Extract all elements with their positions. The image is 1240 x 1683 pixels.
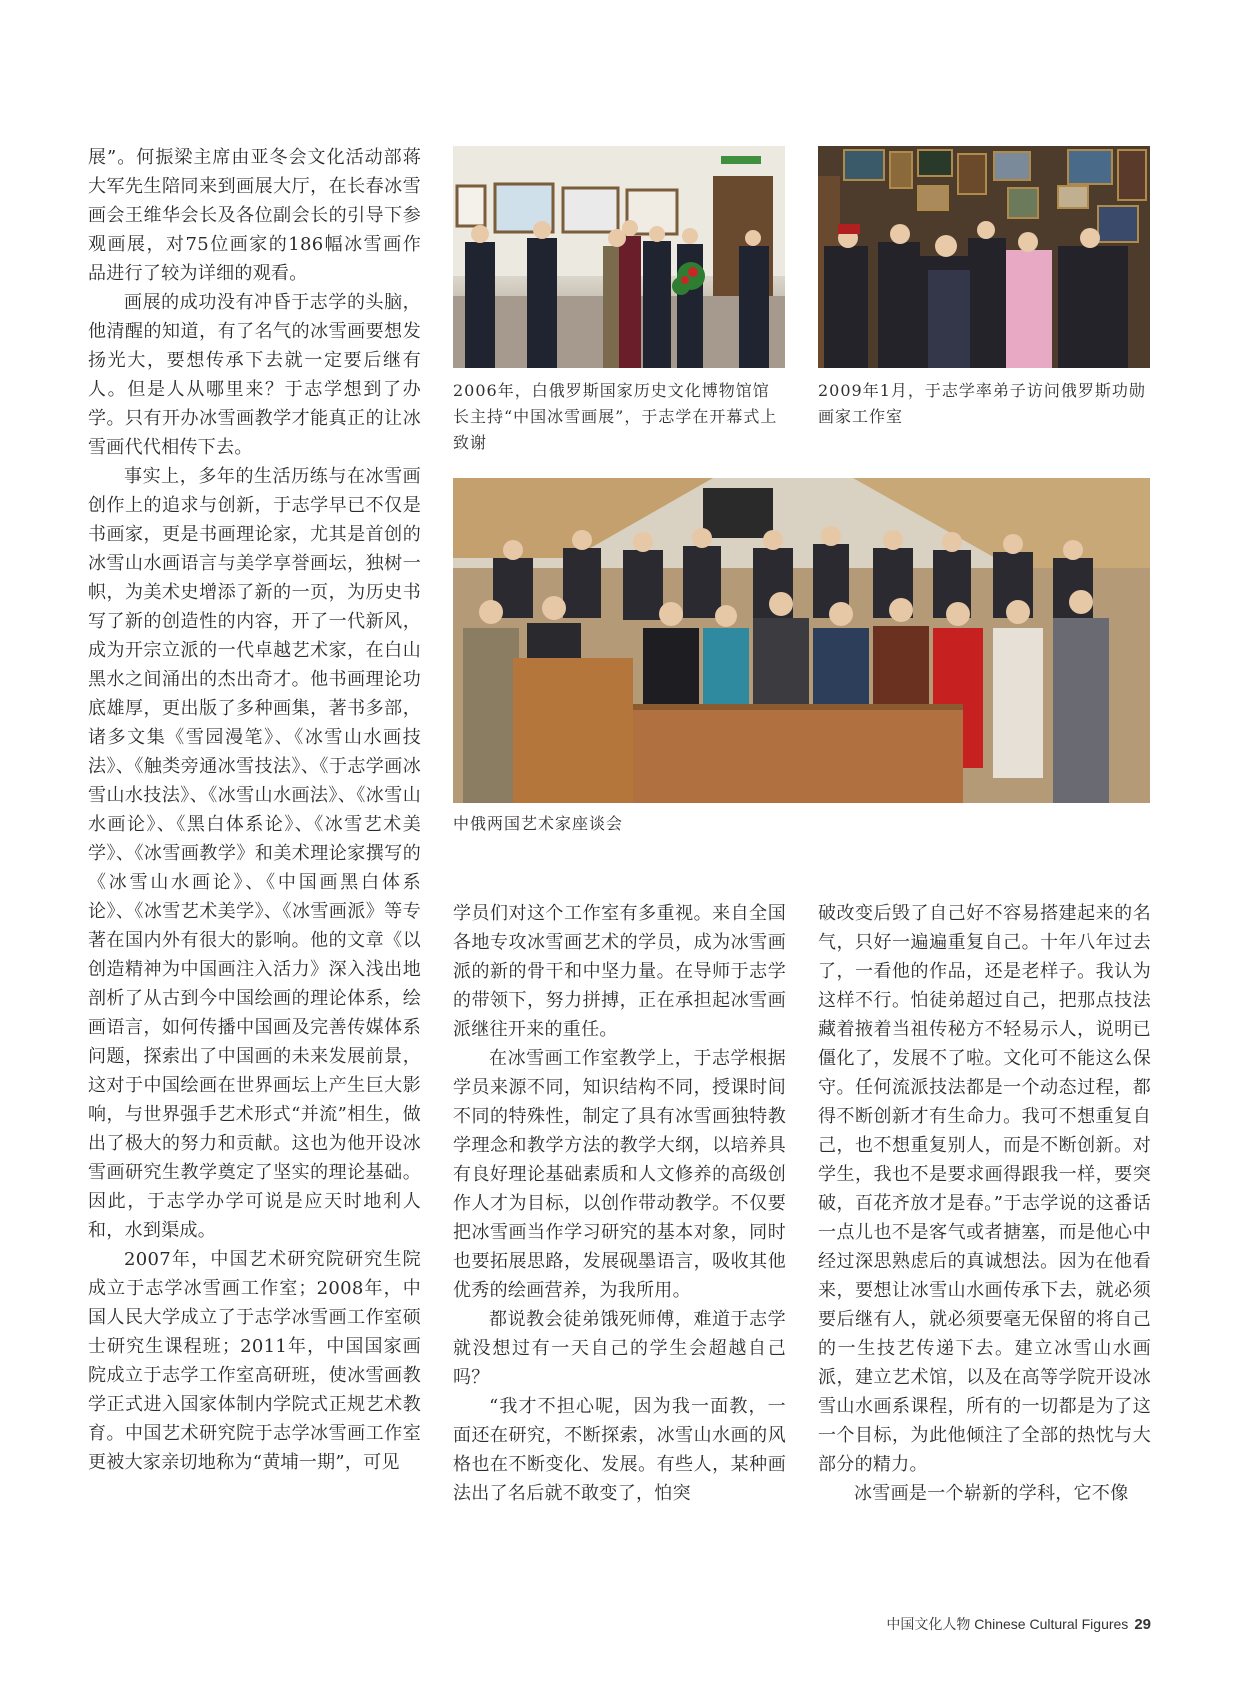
photo-group-seminar-image bbox=[453, 478, 1150, 803]
photo-group-seminar bbox=[453, 478, 1150, 803]
paragraph: 事实上，多年的生活历练与在冰雪画创作上的追求与创新，于志学早已不仅是书画家，更是书画理论家，尤其是首创的冰雪山水画语言与美学享誉画坛，独树一帜，为美术史增添了新的一页，为历史书写了新的创造性的内容，开了一代新风，成为开宗立派的一代卓越艺术家，在白山黑水之间涌出的杰出奇才。他书画理论功底雄厚，更出版了多种画集，著书多部，诸多文集《雪园漫笔》、《冰雪山水画技法》、《触类旁通冰雪技法》、《于志学画冰雪山水技法》、《冰雪山水画法》、《冰雪山水画论》、《黑白体系论》、《冰雪艺术美学》、《冰雪画教学》和美术理论家撰写的《冰雪山水画论》、《中国画黑白体系论》、《冰雪艺术美学》、《冰雪画派》等专著在国内外有很大的影响。他的文章《以创造精神为中国画注入活力》深入浅出地剖析了从古到今中国绘画的理论体系，绘画语言，如何传播中国画及完善传媒体系问题，探索出了中国画的未来发展前景，这对于中国绘画在世界画坛上产生巨大影响，与世界强手艺术形式“并流”相生，做出了极大的努力和贡献。这也为他开设冰雪画研究生教学奠定了坚实的理论基础。因此，于志学办学可说是应天时地利人和，水到渠成。 bbox=[88, 466, 421, 1241]
paragraph: 都说教会徒弟饿死师傅，难道于志学就没想过有一天自己的学生会超越自己吗？ bbox=[453, 1309, 786, 1388]
photo-caption: 中俄两国艺术家座谈会 bbox=[453, 814, 624, 833]
paragraph: 画展的成功没有冲昏于志学的头脑，他清醒的知道，有了名气的冰雪画要想发扬光大，要想传承下去就一定要后继有人。但是人从哪里来？于志学想到了办学。只有开办冰雪画教学才能真正的让冰雪画代代相传下去。 bbox=[88, 292, 421, 458]
paragraph: 在冰雪画工作室教学上，于志学根据学员来源不同，知识结构不同，授课时间不同的特殊性，制定了具有冰雪画独特教学理念和教学方法的教学大纲，以培养具有良好理论基础素质和人文修养的高级创作人才为目标，以创作带动教学。不仅要把冰雪画当作学习研究的基本对象，同时也要拓展思路，发展砚墨语言，吸收其他优秀的绘画营养，为我所用。 bbox=[453, 1048, 786, 1301]
paragraph: 冰雪画是一个崭新的学科，它不像 bbox=[854, 1483, 1129, 1504]
photo-caption: 2006年，白俄罗斯国家历史文化博物馆馆长主持“中国冰雪画展”，于志学在开幕式上致谢 bbox=[453, 381, 778, 452]
photo-exhibition-opening bbox=[453, 146, 785, 368]
photo-russian-studio-image bbox=[818, 146, 1150, 368]
paragraph: 破改变后毁了自己好不容易搭建起来的名气，只好一遍遍重复自己。十年八年过去了，一看他的作品，还是老样子。我认为这样不行。怕徒弟超过自己，把那点技法藏着掖着当祖传秘方不轻易示人，说明已僵化了，发展不了啦。文化可不能这么保守。任何流派技法都是一个动态过程，都得不断创新才有生命力。我可不想重复自己，也不想重复别人，而是不断创新。对学生，我也不是要求画得跟我一样，要突破，百花齐放才是春。”于志学说的这番话一点儿也不是客气或者搪塞，而是他心中经过深思熟虑后的真诚想法。因为在他看来，要想让冰雪山水画传承下去，就必须要后继有人，就必须要毫无保留的将自己的一生技艺传递下去。建立冰雪山水画派，建立艺术馆，以及在高等学院开设冰雪山水画系课程，所有的一切都是为了这一个目标，为此他倾注了全部的热忱与大部分的精力。 bbox=[818, 903, 1151, 1475]
left-column bbox=[88, 143, 421, 1477]
page-footer bbox=[886, 1614, 1151, 1634]
magazine-name: 中国文化人物 Chinese Cultural Figures bbox=[886, 1616, 1129, 1632]
right-column bbox=[818, 899, 1151, 1508]
photo-caption: 2009年1月，于志学率弟子访问俄罗斯功勋画家工作室 bbox=[818, 381, 1146, 426]
paragraph: 2007年，中国艺术研究院研究生院成立于志学冰雪画工作室；2008年，中国人民大学成立了于志学冰雪画工作室硕士研究生课程班；2011年，中国国家画院成立于志学工作室高研班，使冰雪画教学正式进入国家体制内学院式正规艺术教育。中国艺术研究院于志学冰雪画工作室更被大家亲切地称为“黄埔一期”，可见 bbox=[88, 1249, 421, 1473]
page-number: 29 bbox=[1134, 1616, 1151, 1633]
paragraph: 学员们对这个工作室有多重视。来自全国各地专攻冰雪画艺术的学员，成为冰雪画派的新的骨干和中坚力量。在导师于志学的带领下，努力拼搏，正在承担起冰雪画派继往开来的重任。 bbox=[453, 903, 786, 1040]
photo-exhibition-opening-image bbox=[453, 146, 785, 368]
middle-column bbox=[453, 899, 786, 1508]
paragraph: “我才不担心呢，因为我一面教，一面还在研究，不断探索，冰雪山水画的风格也在不断变化、发展。有些人，某种画法出了名后就不敢变了，怕突 bbox=[453, 1396, 786, 1504]
paragraph: 展”。何振梁主席由亚冬会文化活动部蒋大军先生陪同来到画展大厅，在长春冰雪画会王维华会长及各位副会长的引导下参观画展，对75位画家的186幅冰雪画作品进行了较为详细的观看。 bbox=[88, 147, 421, 284]
photo-russian-studio bbox=[818, 146, 1150, 368]
